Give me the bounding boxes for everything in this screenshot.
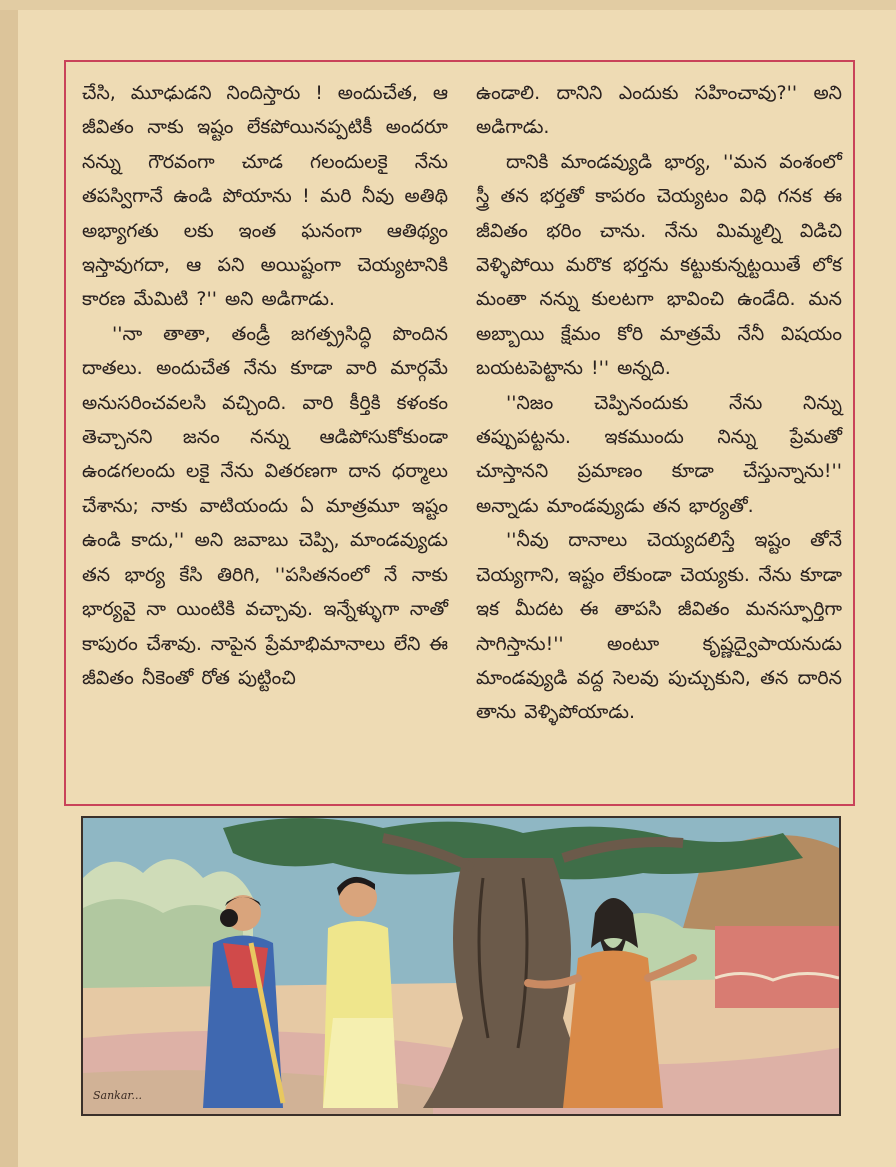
illustration-scene (83, 818, 839, 1114)
paragraph: ''నిజం చెప్పినందుకు నేను నిన్ను తప్పుపట్టను. ఇకముందు నిన్ను ప్రేమతో చూస్తానని ప్రమాణం కూడా చేస్తున్నాను!'' అన్నాడు మాండవ్యుడు తన భార్యతో. (476, 391, 842, 517)
artist-signature: Sankar... (93, 1089, 142, 1102)
man-dhoti (323, 1018, 398, 1108)
left-column (82, 76, 448, 695)
story-illustration (81, 816, 841, 1116)
paragraph: దానికి మాండవ్యుడి భార్య, ''మన వంశంలో స్త్రీ తన భర్తతో కాపరం చెయ్యటం విధి గనక ఈ జీవితం భరిం చాను. నేను మిమ్మల్ని విడిచి వెళ్ళిపోయి మరొక భర్తను కట్టుకున్నట్టయితే లోక మంతా నన్ను కులటగా భావించి ఉండేది. మన అబ్బాయి క్షేమం కోరి మాత్రమే నేనీ విషయం బయటపెట్టాను !'' అన్నది. (476, 150, 842, 380)
paragraph: ''నీవు దానాలు చెయ్యదలిస్తే ఇష్టం తోనే చెయ్యగాని, ఇష్టం లేకుండా చెయ్యకు. నేను కూడా ఇక మీదట ఈ తాపసి జీవితం మనస్ఫూర్తిగా సాగిస్తాను!'' అంటూ కృష్ణద్వైపాయనుడు మాండవ్యుడి వద్ద సెలవు పుచ్చుకుని, తన దారిన తాను వెళ్ళిపోయాడు. (476, 529, 842, 724)
right-column (476, 76, 842, 730)
woman-bun (220, 909, 238, 927)
page-edge (0, 0, 18, 1167)
page-top-edge (0, 0, 896, 10)
paragraph: ఉండాలి. దానిని ఎందుకు సహించావు?'' అని అడిగాడు. (476, 82, 842, 139)
paragraph: చేసి, మూఢుడని నిందిస్తారు ! అందుచేత, ఆ జీవితం నాకు ఇష్టం లేకపోయినప్పటికీ అందరూ నన్ను గౌరవంగా చూడ గలందులకై నేను తపస్విగానే ఉండి పోయాను ! మరి నీవు అతిథి అభ్యాగతు లకు ఇంత ఘనంగా ఆతిథ్యం ఇస్తావుగదా, ఆ పని అయిష్టంగా చెయ్యటానికి కారణ మేమిటి ?'' అని అడిగాడు. (82, 82, 448, 311)
story-text-frame (64, 60, 855, 806)
hut-wall (715, 926, 839, 1008)
paragraph: ''నా తాతా, తండ్రీ జగత్ప్రసిద్ధి పొందిన దాతలు. అందుచేత నేను కూడా వారి మార్గమే అనుసరించవలసి వచ్చింది. వారి కీర్తికి కళంకం తెచ్చానని జనం నన్ను ఆడిపోసుకోకుండా ఉండగలందు లకై నేను వితరణగా దాన ధర్మాలు చేశాను; నాకు వాటియందు ఏ మాత్రమూ ఇష్టం ఉండి కాదు,'' అని జవాబు చెప్పి, మాండవ్యుడు తన భార్య కేసి తిరిగి, ''పసితనంలో నే నాకు భార్యవై నా యింటికి వచ్చావు. ఇన్నేళ్ళుగా నాతో కాపురం చేశావు. నాపైన ప్రేమాభిమానాలు లేని ఈ జీవితం నీకెంతో రోత పుట్టించి (82, 322, 448, 689)
